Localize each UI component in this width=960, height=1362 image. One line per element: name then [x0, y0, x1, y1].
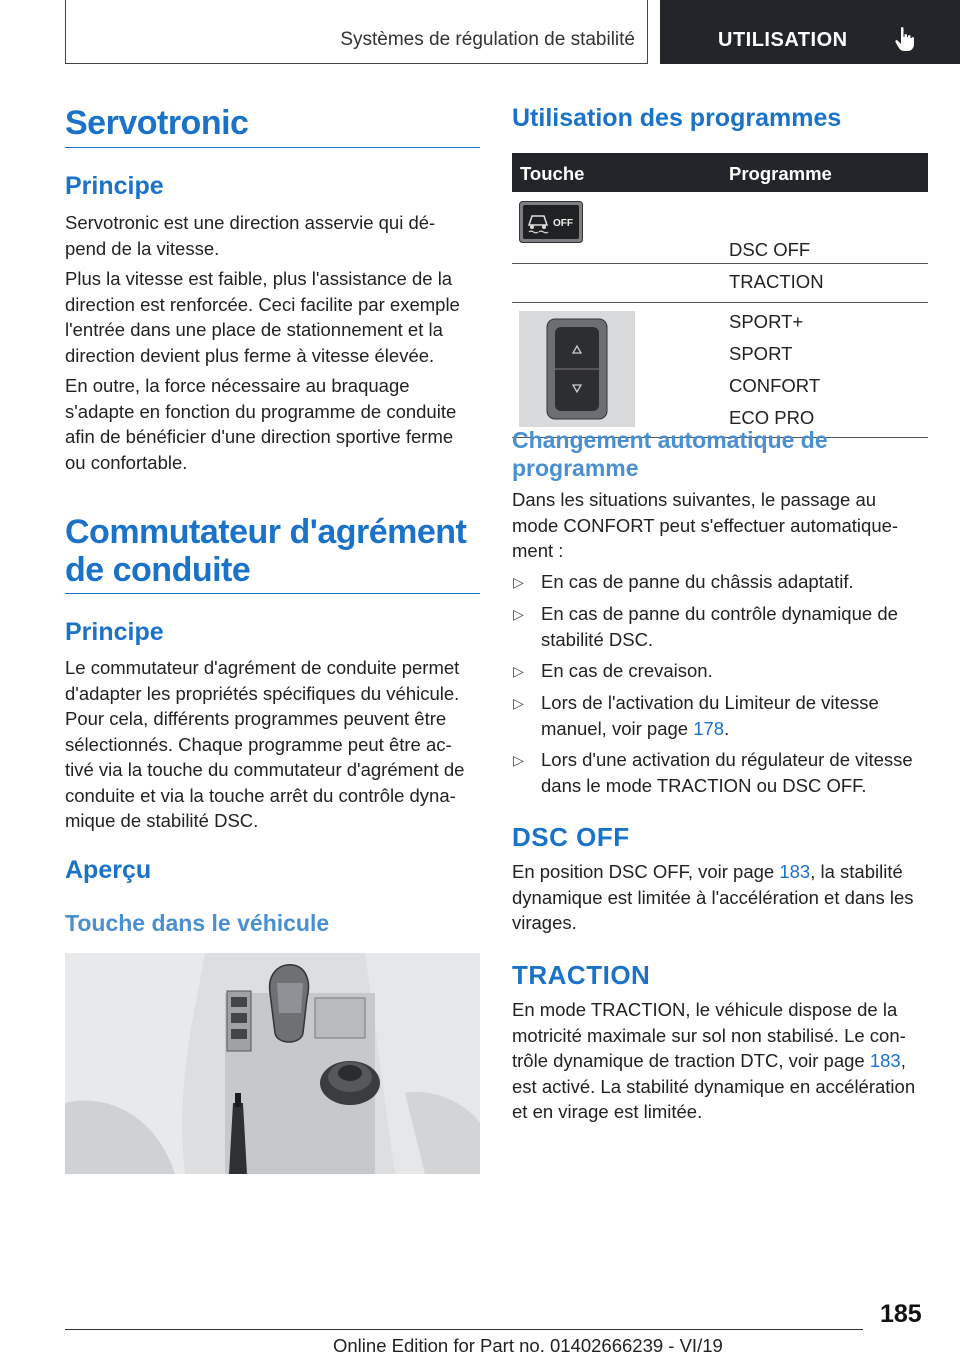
table-header-touche: Touche [520, 163, 585, 184]
driving-experience-switch-icon [519, 311, 635, 427]
heading-line: Commutateur d'agrément [65, 513, 467, 551]
text-line: Le commutateur d'agrément de conduite permet [65, 657, 460, 678]
traction-heading: TRACTION [512, 960, 651, 990]
triangle-right-icon: ▷ [513, 695, 524, 711]
dsc-off-paragraph [512, 859, 914, 936]
table-row [512, 192, 928, 292]
text-line: direction devient plus ferme à vitesse élevée. [65, 344, 435, 366]
text-line: En cas de panne du châssis adaptatif. [541, 571, 854, 592]
text-span: trôle dynamique de traction DTC, voir page [512, 1050, 870, 1071]
header-chapter-title: UTILISATION [718, 29, 848, 51]
text-line: tivé via la touche du commutateur d'agrément de [65, 759, 465, 780]
text-line: Servotronic est une direction asservie qui dé‐ [65, 212, 436, 233]
header-chapter-box [660, 0, 960, 64]
triangle-right-icon: ▷ [513, 752, 524, 768]
page-link-178[interactable]: 178 [693, 717, 725, 739]
page-link-183[interactable]: 183 [779, 861, 811, 882]
triangle-right-icon: ▷ [513, 663, 524, 679]
principe-heading-2: Principe [65, 618, 164, 646]
text-line: dans le mode TRACTION ou DSC OFF. [541, 774, 867, 796]
programmes-table [512, 153, 928, 438]
utilisation-heading: Utilisation des programmes [512, 104, 842, 132]
text-line: stabilité DSC. [541, 628, 654, 650]
header-section-box [65, 0, 648, 64]
text-line [512, 1048, 915, 1074]
servotronic-paragraph-3 [65, 373, 456, 475]
touche-vehicule-heading: Touche dans le véhicule [65, 910, 330, 936]
changement-heading [512, 426, 828, 482]
program-dsc-off: DSC OFF [729, 239, 811, 260]
text-line: d'adapter les propriétés spécifiques du véhicule. [65, 682, 460, 704]
heading-rule [65, 593, 480, 594]
dsc-off-button-icon [519, 201, 583, 243]
bullet-item [541, 569, 931, 595]
text-span: . [724, 717, 730, 739]
triangle-right-icon: ▷ [513, 606, 524, 622]
text-line: virages. [512, 912, 577, 933]
heading-line: programme [512, 455, 639, 481]
table-row [512, 302, 928, 438]
text-line: Plus la vitesse est faible, plus l'assistance de la [65, 268, 453, 289]
program-traction: TRACTION [729, 271, 824, 292]
bullet-item [541, 747, 931, 798]
commutateur-heading [65, 513, 466, 589]
program-eco-pro: ECO PRO [729, 407, 815, 428]
text-line: s'adapte en fonction du programme de conduite [65, 400, 457, 422]
text-line [541, 716, 931, 742]
text-line: dynamique est limitée à l'accélération et dans les [512, 886, 914, 908]
servotronic-heading: Servotronic [65, 104, 249, 142]
footer-rule [65, 1329, 863, 1330]
text-span: En position DSC OFF, voir page [512, 861, 780, 882]
program-sport-plus: SPORT+ [729, 311, 804, 332]
text-line: Pour cela, différents programmes peuvent être [65, 708, 447, 729]
text-line: Dans les situations suivantes, le passage au [512, 489, 877, 510]
text-span: , [900, 1050, 906, 1071]
traction-paragraph [512, 997, 915, 1125]
page-number: 185 [880, 1300, 922, 1328]
text-line: En outre, la force nécessaire au braquage [65, 375, 410, 396]
text-line: sélectionnés. Chaque programme peut être ac‐ [65, 733, 452, 755]
text-line: et en virage est limitée. [512, 1101, 703, 1122]
footer-edition: Online Edition for Part no. 01402666239 - VI/19 [333, 1335, 723, 1356]
heading-rule [65, 147, 480, 148]
servotronic-paragraph-2 [65, 266, 460, 368]
changement-paragraph [512, 487, 898, 564]
text-line: afin de bénéficier d'une direction sportive ferme [65, 426, 454, 447]
program-sport: SPORT [729, 343, 793, 364]
text-line: conduite et via la touche arrêt du contrôle dyna‐ [65, 784, 456, 806]
program-confort: CONFORT [729, 375, 821, 396]
text-span: manuel, voir page [541, 717, 694, 739]
table-header-programme: Programme [729, 163, 832, 184]
text-line: En cas de crevaison. [541, 660, 713, 681]
heading-line: de conduite [65, 551, 251, 589]
text-line: mode CONFORT peut s'effectuer automatique‐ [512, 514, 899, 536]
dsc-off-heading: DSC OFF [512, 822, 630, 852]
heading-line: Changement automatique de [512, 427, 828, 453]
triangle-right-icon: ▷ [513, 574, 524, 590]
text-span: , la stabilité [810, 861, 903, 882]
text-line: Lors de l'activation du Limiteur de vitesse [541, 692, 879, 713]
bullet-item [541, 658, 931, 684]
vehicle-console-image [65, 953, 480, 1174]
text-line: direction est renforcée. Ceci facilite par exemple [65, 293, 460, 315]
svg-text:OFF: OFF [553, 218, 573, 229]
header-section-title: Systèmes de régulation de stabilité [340, 29, 635, 50]
text-line: pend de la vitesse. [65, 237, 220, 259]
bullet-item [541, 690, 931, 741]
text-line: l'entrée dans une place de stationnement et la [65, 319, 443, 340]
text-line: ou confortable. [65, 451, 188, 473]
text-line: En cas de panne du contrôle dynamique de [541, 603, 898, 624]
commutateur-paragraph [65, 655, 464, 834]
text-line: mique de stabilité DSC. [65, 810, 259, 831]
bullet-item [541, 601, 931, 652]
text-line: motricité maximale sur sol non stabilisé. Le con‐ [512, 1024, 906, 1046]
principe-heading-1: Principe [65, 172, 164, 200]
apercu-heading: Aperçu [65, 856, 152, 884]
page-link-183[interactable]: 183 [869, 1050, 901, 1071]
text-line: ment : [512, 540, 564, 561]
servotronic-paragraph-1 [65, 210, 435, 261]
text-line: Lors d'une activation du régulateur de vitesse [541, 749, 913, 770]
text-line: est activé. La stabilité dynamique en accélération [512, 1075, 916, 1097]
text-line [512, 859, 914, 885]
hand-pointer-icon [894, 26, 916, 52]
text-line: En mode TRACTION, le véhicule dispose de la [512, 999, 898, 1020]
table-header [512, 153, 928, 192]
